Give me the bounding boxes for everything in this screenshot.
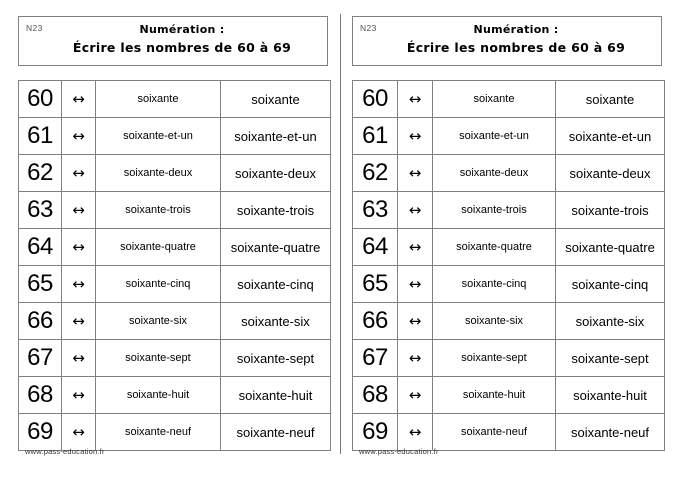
cell-number: 60 [353,81,398,118]
cell-number: 62 [353,155,398,192]
double-arrow-icon: ↔ [398,377,433,414]
cell-word-small: soixante-six [96,303,221,340]
cell-number: 61 [353,118,398,155]
double-arrow-icon: ↔ [398,266,433,303]
table-row [353,118,665,155]
cell-word-small: soixante-trois [433,192,556,229]
cell-word-large: soixante-quatre [556,229,665,266]
table-row [19,155,331,192]
cell-word-small: soixante-six [433,303,556,340]
cell-number: 62 [19,155,62,192]
footer-url: www.pass-education.fr [359,447,439,456]
header-box [18,16,328,66]
cell-word-small: soixante-deux [433,155,556,192]
double-arrow-icon: ↔ [62,81,96,118]
double-arrow-icon: ↔ [62,340,96,377]
double-arrow-icon: ↔ [62,266,96,303]
page-title: Numération : [139,23,225,36]
cell-number: 65 [19,266,62,303]
cell-number: 63 [19,192,62,229]
numbers-table [18,80,331,451]
double-arrow-icon: ↔ [398,414,433,451]
double-arrow-icon: ↔ [398,118,433,155]
table-row [353,81,665,118]
cell-word-small: soixante-cinq [433,266,556,303]
table-row [19,192,331,229]
numbers-table-body [353,81,665,451]
cell-word-small: soixante-huit [433,377,556,414]
numbers-table [352,80,665,451]
double-arrow-icon: ↔ [398,340,433,377]
double-arrow-icon: ↔ [62,303,96,340]
cell-word-large: soixante-neuf [221,414,331,451]
numbers-table-body [19,81,331,451]
cell-word-large: soixante [221,81,331,118]
cell-number: 65 [353,266,398,303]
cell-word-small: soixante-neuf [96,414,221,451]
cell-word-large: soixante-cinq [556,266,665,303]
cell-number: 64 [353,229,398,266]
cell-word-small: soixante-et-un [96,118,221,155]
cell-number: 61 [19,118,62,155]
table-row [353,266,665,303]
cell-word-small: soixante-trois [96,192,221,229]
cell-number: 69 [353,414,398,451]
cell-word-small: soixante-et-un [433,118,556,155]
header-title-group [19,22,327,56]
table-row [19,303,331,340]
header-box [352,16,662,66]
cell-number: 66 [19,303,62,340]
double-arrow-icon: ↔ [398,303,433,340]
double-arrow-icon: ↔ [62,229,96,266]
page-subtitle: Écrire les nombres de 60 à 69 [72,40,292,55]
cell-number: 66 [353,303,398,340]
double-arrow-icon: ↔ [398,81,433,118]
cell-word-large: soixante-sept [221,340,331,377]
cell-word-small: soixante-huit [96,377,221,414]
double-arrow-icon: ↔ [398,155,433,192]
cell-word-small: soixante [433,81,556,118]
cell-word-large: soixante-trois [221,192,331,229]
table-row [353,303,665,340]
double-arrow-icon: ↔ [398,192,433,229]
cell-number: 68 [353,377,398,414]
cell-word-large: soixante-deux [556,155,665,192]
cell-number: 64 [19,229,62,266]
double-arrow-icon: ↔ [62,414,96,451]
cell-number: 67 [19,340,62,377]
cell-word-large: soixante-six [556,303,665,340]
table-row [19,118,331,155]
double-arrow-icon: ↔ [62,377,96,414]
double-arrow-icon: ↔ [62,118,96,155]
table-row [353,192,665,229]
cell-word-small: soixante-cinq [96,266,221,303]
cell-word-large: soixante-huit [221,377,331,414]
table-row [353,414,665,451]
cell-word-large: soixante-et-un [556,118,665,155]
table-row [19,340,331,377]
cell-word-large: soixante-six [221,303,331,340]
table-row [19,414,331,451]
table-row [353,155,665,192]
table-row [353,229,665,266]
cell-number: 67 [353,340,398,377]
double-arrow-icon: ↔ [62,155,96,192]
table-row [19,81,331,118]
table-row [353,340,665,377]
cell-word-large: soixante-huit [556,377,665,414]
cell-word-small: soixante-quatre [433,229,556,266]
cell-word-large: soixante-et-un [221,118,331,155]
page-title: Numération : [473,23,559,36]
cell-word-large: soixante-sept [556,340,665,377]
cell-word-large: soixante-cinq [221,266,331,303]
table-row [353,377,665,414]
cell-word-small: soixante-deux [96,155,221,192]
double-arrow-icon: ↔ [398,229,433,266]
double-arrow-icon: ↔ [62,192,96,229]
cell-word-large: soixante-neuf [556,414,665,451]
cell-word-small: soixante-sept [96,340,221,377]
cell-number: 69 [19,414,62,451]
cell-word-large: soixante-trois [556,192,665,229]
table-row [19,377,331,414]
cell-number: 63 [353,192,398,229]
cell-word-small: soixante-neuf [433,414,556,451]
cell-word-large: soixante-quatre [221,229,331,266]
cell-word-small: soixante [96,81,221,118]
cell-word-small: soixante-sept [433,340,556,377]
cell-number: 60 [19,81,62,118]
cell-word-large: soixante [556,81,665,118]
footer-url: www.pass-education.fr [25,447,105,456]
table-row [19,229,331,266]
cell-word-large: soixante-deux [221,155,331,192]
header-title-group [353,22,661,56]
page-subtitle: Écrire les nombres de 60 à 69 [406,40,626,55]
exercise-code: N23 [26,23,43,33]
table-row [19,266,331,303]
worksheet-panel-right [340,0,680,480]
cell-word-small: soixante-quatre [96,229,221,266]
exercise-code: N23 [360,23,377,33]
cell-number: 68 [19,377,62,414]
